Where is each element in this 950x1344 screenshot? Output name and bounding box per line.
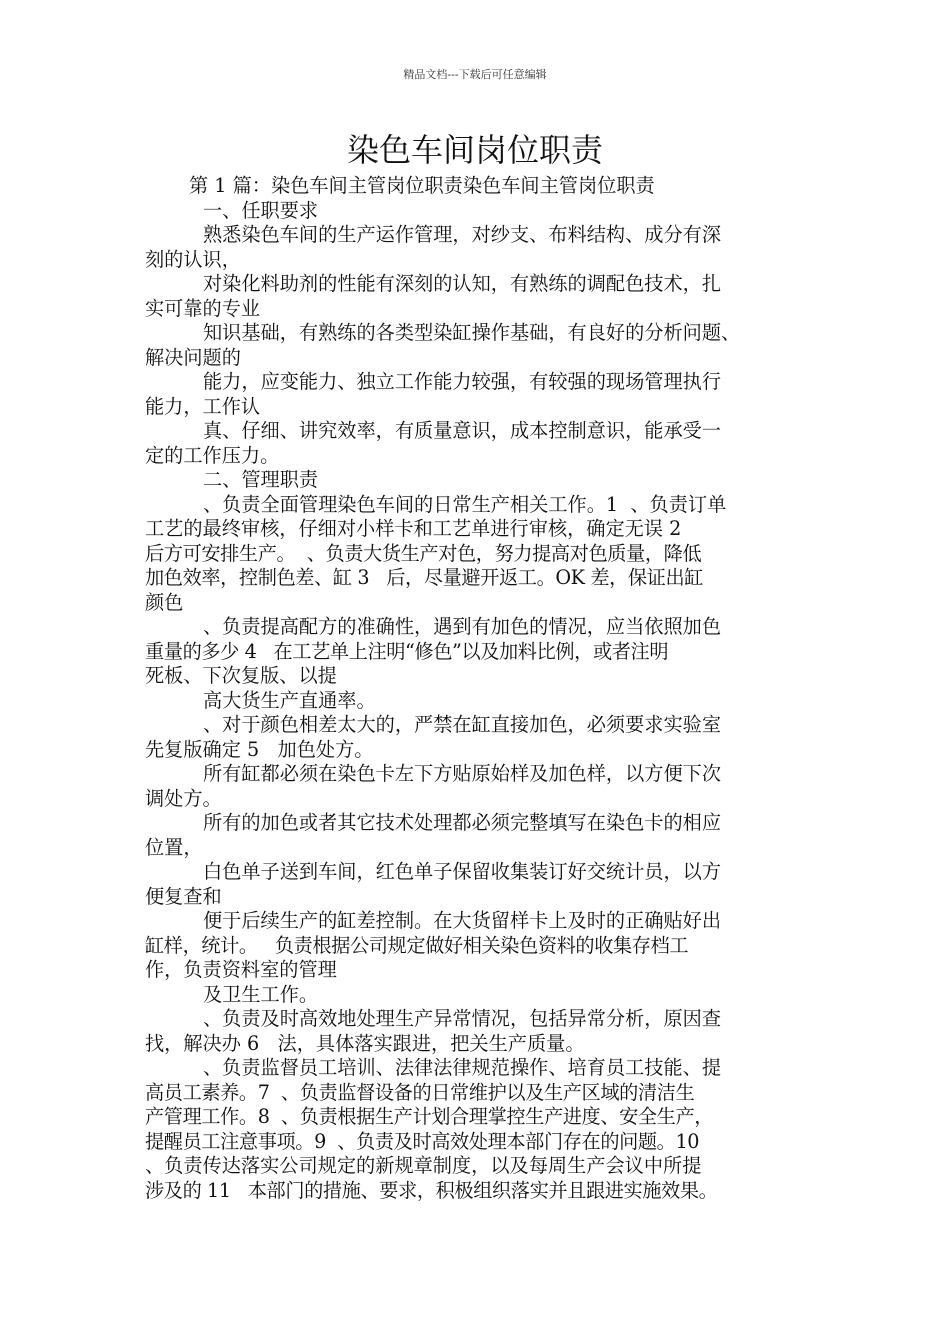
body-line: 所有的加色或者其它技术处理都必须完整填写在染色卡的相应	[203, 811, 722, 834]
body-line: 作，负责资料室的管理	[145, 958, 337, 981]
body-line: 、对于颜色相差太大的，严禁在缸直接加色，必须要求实验室	[203, 713, 722, 736]
body-line: 重量的多少 4 在工艺单上注明“修色”以及加料比例，或者注明	[145, 639, 669, 663]
body-line: 白色单子送到车间，红色单子保留收集装订好交统计员，以方	[203, 860, 722, 883]
body-line: 加色效率，控制色差、缸 3 后，尽量避开返工。OK 差，保证出缸	[145, 566, 704, 589]
body-line: 先复版确定 5 加色处方。	[145, 737, 374, 761]
body-line: 一、任职要求	[203, 198, 319, 222]
body-line: 真、仔细、讲究效率，有质量意识，成本控制意识，能承受一	[203, 419, 722, 442]
body-line: 解决问题的	[145, 345, 241, 369]
body-line: 便于后续生产的缸差控制。在大货留样卡上及时的正确贴好出	[203, 909, 722, 932]
body-line: 后方可安排生产。 、负责大货生产对色，努力提高对色质量，降低	[145, 541, 702, 565]
body-line: 、负责全面管理染色车间的日常生产相关工作。1 、负责订单	[203, 492, 727, 516]
document-title: 染色车间岗位职责	[346, 131, 603, 169]
body-line: 能力，工作认	[145, 394, 261, 418]
body-line: 及卫生工作。	[203, 982, 319, 1006]
body-line: 第 1 篇：染色车间主管岗位职责染色车间主管岗位职责	[189, 174, 655, 197]
body-line: 、负责提高配方的准确性，遇到有加色的情况，应当依照加色	[203, 615, 722, 638]
body-line: 刻的认识，	[145, 247, 241, 271]
body-line: 找，解决办 6 法，具体落实跟进，把关生产质量。	[145, 1031, 585, 1055]
body-line: 实可靠的专业	[145, 296, 261, 320]
body-line: 产管理工作。8 、负责根据生产计划合理掌控生产进度、安全生产，	[145, 1105, 714, 1128]
body-line: 所有缸都必须在染色卡左下方贴原始样及加色样，以方便下次	[203, 762, 722, 785]
body-line: 死板、下次复版、以提	[145, 664, 337, 687]
body-line: 、负责及时高效地处理生产异常情况，包括异常分析，原因查	[203, 1007, 722, 1030]
body-line: 涉及的 11 本部门的措施、要求，积极组织落实并且跟进实施效果。	[145, 1178, 718, 1202]
body-line: 缸样，统计。 负责根据公司规定做好相关染色资料的收集存档工	[145, 933, 689, 957]
body-line: 知识基础，有熟练的各类型染缸操作基础，有良好的分析问题、	[203, 321, 741, 344]
body-line: 、负责监督员工培训、法律法律规范操作、培育员工技能、提	[203, 1056, 722, 1079]
body-line: 二、管理职责	[203, 468, 319, 491]
body-line: 、负责传达落实公司规定的新规章制度，以及每周生产会议中所提	[145, 1154, 702, 1177]
body-line: 能力，应变能力、独立工作能力较强，有较强的现场管理执行	[203, 370, 722, 393]
body-line: 便复查和	[145, 884, 222, 908]
body-line: 定的工作压力。	[145, 443, 280, 467]
body-line: 对染化料助剂的性能有深刻的认知，有熟练的调配色技术，扎	[203, 272, 722, 295]
header-note: 精品文档---下载后可任意编辑	[403, 68, 547, 81]
body-line: 位置，	[145, 835, 203, 859]
body-line: 颜色	[145, 590, 184, 614]
document-body	[145, 174, 817, 1203]
body-line: 调处方。	[145, 786, 222, 810]
body-line: 提醒员工注意事项。9 、负责及时高效处理本部门存在的问题。10	[145, 1129, 700, 1153]
body-line: 高员工素养。7 、负责监督设备的日常维护以及生产区域的清洁生	[145, 1080, 695, 1104]
body-line: 熟悉染色车间的生产运作管理，对纱支、布料结构、成分有深	[203, 223, 722, 246]
body-line: 高大货生产直通率。	[203, 688, 376, 712]
body-line: 工艺的最终审核，仔细对小样卡和工艺单进行审核，确定无误 2	[145, 517, 682, 540]
